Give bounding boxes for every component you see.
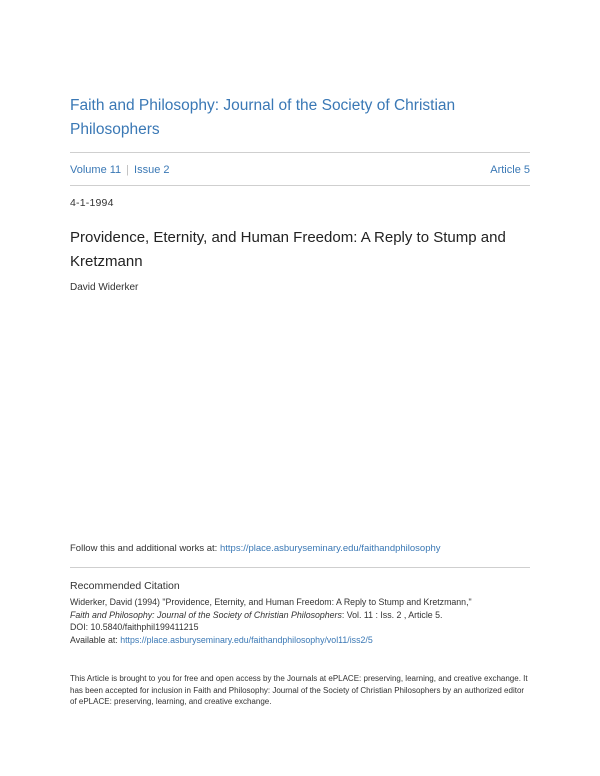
meta-separator: | [126, 164, 130, 176]
publication-date: 4-1-1994 [70, 197, 114, 209]
access-notice: This Article is brought to you for free and open access by the Journals at ePLACE: preserving, learning, and creative exchange. It has been accepted for inclusion in Faith and Philosophy: Journal of the Society of Christian Philosophers by an authorized editor of ePLACE: preserving, learning, and creative exchange. [70, 674, 528, 706]
article-title: Providence, Eternity, and Human Freedom: A Reply to Stump and Kretzmann [70, 229, 506, 270]
citation-journal: Faith and Philosophy: Journal of the Society of Christian Philosophers [70, 609, 342, 620]
citation-doi: DOI: 10.5840/faithphil199411215 [70, 622, 199, 633]
follow-link[interactable]: https://place.asburyseminary.edu/faithandphilosophy [219, 543, 441, 554]
divider-citation [70, 567, 530, 568]
citation-block [70, 596, 540, 646]
volume-link[interactable]: Volume 11 [70, 164, 122, 176]
citation-heading: Recommended Citation [70, 580, 180, 592]
citation-line2 [70, 609, 540, 622]
citation-line1: Widerker, David (1994) "Providence, Eternity, and Human Freedom: A Reply to Stump and Kretzmann," [70, 597, 472, 607]
available-prefix: Available at: [70, 634, 121, 645]
divider-meta [70, 185, 530, 186]
issue-meta-row [70, 163, 530, 177]
journal-title-link[interactable]: Faith and Philosophy: Journal of the Society of Christian Philosophers [70, 97, 456, 138]
citation-available [70, 634, 540, 647]
available-link[interactable]: https://place.asburyseminary.edu/faithandphilosophy/vol11/iss2/5 [120, 634, 373, 645]
volume-issue-group [70, 163, 170, 177]
author-name: David Widerker [70, 282, 139, 293]
article-number-link[interactable]: Article 5 [490, 164, 530, 176]
citation-volume-info: : Vol. 11 : Iss. 2 , Article 5. [341, 609, 443, 620]
follow-prefix: Follow this and additional works at: [70, 543, 220, 554]
follow-line [70, 543, 441, 554]
issue-link[interactable]: Issue 2 [134, 164, 170, 176]
divider-top [70, 152, 530, 153]
